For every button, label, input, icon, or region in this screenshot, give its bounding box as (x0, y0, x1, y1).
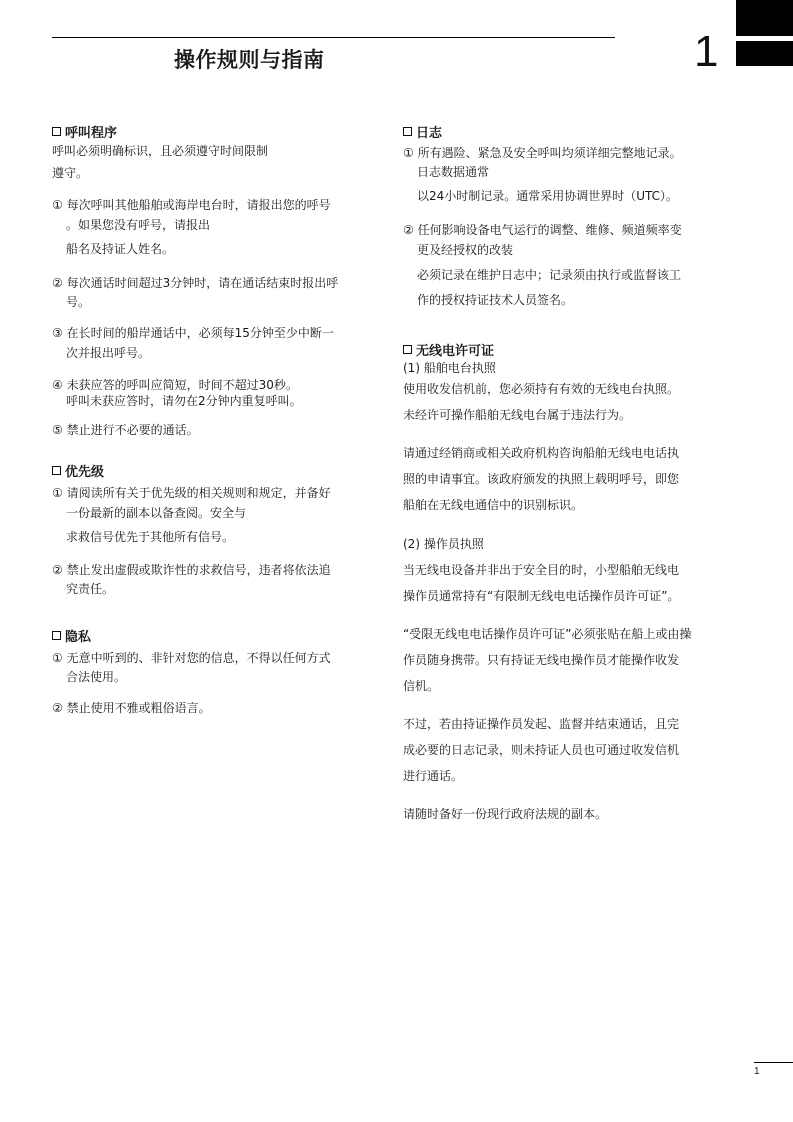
logs-item-line: ① 所有遇险、紧急及安全呼叫均须详细完整地记录。 (403, 146, 682, 160)
logs-item-line: ② 任何影响设备电气运行的调整、维修、频道频率变 (403, 223, 682, 237)
calling-item-line: ④ 未获应答的呼叫应简短，时间不超过30秒。 (52, 378, 298, 392)
calling-item-line: ⑤ 禁止进行不必要的通话。 (52, 423, 199, 437)
calling-item-line: ③ 在长时间的船岸通话中，必须每15分钟至少中断一 (52, 326, 334, 340)
license-paragraph-line: 进行通话。 (403, 769, 464, 783)
logs-item-line: 必须记录在维护日志中；记录须由执行或监督该工 (417, 268, 682, 282)
section-heading-priorities: 优先级 (52, 465, 104, 481)
priorities-item-line: 一份最新的副本以备查阅。安全与 (66, 506, 247, 520)
header-rule (52, 37, 615, 38)
calling-intro-line: 遵守。 (52, 166, 89, 180)
logs-item-line: 以24小时制记录。通常采用协调世界时（UTC）。 (417, 189, 679, 203)
checkbox-bullet-icon (52, 631, 61, 640)
license-paragraph-line: 请通过经销商或相关政府机构咨询船舶无线电电话执 (403, 446, 680, 460)
calling-item-line: 船名及持证人姓名。 (66, 242, 175, 256)
license-paragraph-line: 照的申请事宜。该政府颁发的执照上载明呼号，即您 (403, 472, 680, 486)
license-subheading: (1) 船舶电台执照 (403, 361, 496, 375)
license-paragraph-line: 未经许可操作船舶无线电台属于违法行为。 (403, 408, 632, 422)
privacy-item-line: ② 禁止使用不雅或粗俗语言。 (52, 701, 211, 715)
priorities-item-line: 究责任。 (66, 582, 115, 596)
privacy-item-line: ① 无意中听到的、非针对您的信息，不得以任何方式 (52, 651, 331, 665)
logs-item-line: 更及经授权的改装 (417, 243, 514, 257)
chapter-tab-bottom (736, 41, 793, 66)
license-paragraph-line: 不过，若由持证操作员发起、监督并结束通话，且完 (403, 717, 680, 731)
chapter-tab-top (736, 0, 793, 36)
section-heading-logs: 日志 (403, 126, 442, 142)
calling-item-line: 。如果您没有呼号，请报出 (66, 218, 211, 232)
license-paragraph-line: 信机。 (403, 679, 440, 693)
page-number: 1 (754, 1066, 760, 1077)
license-paragraph-line: 当无线电设备并非出于安全目的时，小型船舶无线电 (403, 563, 680, 577)
priorities-item-line: 求救信号优先于其他所有信号。 (66, 530, 235, 544)
priorities-item-line: ② 禁止发出虚假或欺诈性的求救信号，违者将依法追 (52, 563, 331, 577)
license-subheading: (2) 操作员执照 (403, 537, 484, 551)
privacy-item-line: 合法使用。 (66, 670, 127, 684)
page-title: 操作规则与指南 (174, 48, 325, 72)
calling-item-line: 号。 (66, 295, 91, 309)
license-paragraph-line: “受限无线电电话操作员许可证”必须张贴在船上或由操 (403, 627, 692, 641)
chapter-number: 1 (694, 27, 719, 76)
license-paragraph-line: 使用收发信机前，您必须持有有效的无线电台执照。 (403, 382, 680, 396)
license-paragraph-line: 操作员通常持有“有限制无线电电话操作员许可证”。 (403, 589, 680, 603)
section-heading-privacy: 隐私 (52, 630, 91, 646)
license-paragraph-line: 作员随身携带。只有持证无线电操作员才能操作收发 (403, 653, 680, 667)
calling-intro-line: 呼叫必须明确标识，且必须遵守时间限制 (52, 144, 269, 158)
calling-item-line: 呼叫未获应答时，请勿在2分钟内重复呼叫。 (66, 394, 302, 408)
license-paragraph-line: 船舶在无线电通信中的识别标识。 (403, 498, 584, 512)
footer-rule (754, 1062, 793, 1063)
calling-item-line: ① 每次呼叫其他船舶或海岸电台时，请报出您的呼号 (52, 198, 331, 212)
license-paragraph-line: 成必要的日志记录，则未持证人员也可通过收发信机 (403, 743, 680, 757)
priorities-item-line: ① 请阅读所有关于优先级的相关规则和规定，并备好 (52, 486, 331, 500)
license-paragraph-line: 请随时备好一份现行政府法规的副本。 (403, 807, 608, 821)
section-heading-calling: 呼叫程序 (52, 126, 117, 142)
logs-item-line: 作的授权持证技术人员签名。 (417, 293, 574, 307)
checkbox-bullet-icon (403, 345, 412, 354)
checkbox-bullet-icon (403, 127, 412, 136)
calling-item-line: 次并报出呼号。 (66, 346, 151, 360)
calling-item-line: ② 每次通话时间超过3分钟时，请在通话结束时报出呼 (52, 276, 339, 290)
logs-item-line: 日志数据通常 (417, 165, 490, 179)
section-heading-licenses: 无线电许可证 (403, 344, 494, 360)
checkbox-bullet-icon (52, 127, 61, 136)
checkbox-bullet-icon (52, 466, 61, 475)
